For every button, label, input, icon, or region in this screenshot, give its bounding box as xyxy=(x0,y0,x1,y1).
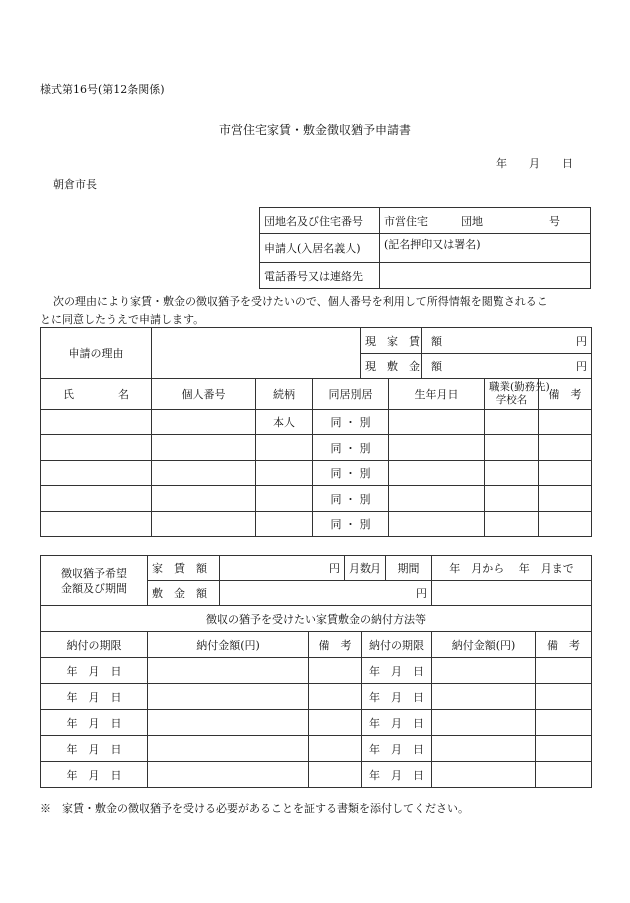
amount-cell[interactable] xyxy=(432,658,536,684)
payment-method-title: 徴収の猶予を受けたい家賃敷金の納付方法等 xyxy=(41,606,592,632)
deadline-cell[interactable]: 年 月 日 xyxy=(41,684,148,710)
col-amount-left: 納付金額(円) xyxy=(148,632,309,658)
current-rent-label: 現 家 賃 額 xyxy=(361,328,422,354)
col-birthdate: 生年月日 xyxy=(389,379,485,410)
yen-unit: 円 xyxy=(416,587,427,600)
deadline-cell[interactable]: 年 月 日 xyxy=(41,710,148,736)
relation-cell[interactable] xyxy=(256,461,313,486)
number-cell[interactable] xyxy=(152,512,256,537)
rent-amount-field[interactable] xyxy=(220,556,345,581)
name-cell[interactable] xyxy=(41,486,152,512)
name-cell[interactable] xyxy=(41,512,152,537)
job-cell[interactable] xyxy=(485,512,539,537)
remarks-cell[interactable] xyxy=(539,410,592,435)
table-row xyxy=(41,710,592,736)
cohabit-cell[interactable]: 同 ・ 別 xyxy=(313,435,389,461)
amount-cell[interactable] xyxy=(432,710,536,736)
birth-cell[interactable] xyxy=(389,435,485,461)
page-title: 市営住宅家賃・敷金徴収猶予申請書 xyxy=(218,123,411,137)
reason-label: 申請の理由 xyxy=(41,328,152,379)
phone-field[interactable] xyxy=(380,263,591,289)
yen-unit: 円 xyxy=(576,334,587,348)
deposit-blank xyxy=(432,581,592,606)
number-cell[interactable] xyxy=(152,410,256,435)
current-deposit-label: 現 敷 金 額 xyxy=(361,354,422,379)
remarks-cell[interactable] xyxy=(309,684,362,710)
yen-unit: 円 xyxy=(576,360,587,373)
amount-cell[interactable] xyxy=(148,684,309,710)
amount-cell[interactable] xyxy=(148,762,309,788)
remarks-cell[interactable] xyxy=(536,762,592,788)
payment-table xyxy=(40,555,592,788)
job-cell[interactable] xyxy=(485,461,539,486)
relation-cell[interactable] xyxy=(256,486,313,512)
remarks-cell[interactable] xyxy=(536,658,592,684)
cohabit-cell[interactable]: 同 ・ 別 xyxy=(313,461,389,486)
col-remarks-right: 備 考 xyxy=(536,632,592,658)
remarks-cell[interactable] xyxy=(309,658,362,684)
deposit-amount-label: 敷 金 額 xyxy=(148,581,220,606)
months-field[interactable] xyxy=(345,556,386,581)
deadline-cell[interactable]: 年 月 日 xyxy=(362,736,432,762)
housing-value-field[interactable]: 市営住宅 団地 号 xyxy=(380,208,591,234)
request-label: 徴収猶予希望 金額及び期間 xyxy=(41,556,148,606)
birth-cell[interactable] xyxy=(389,461,485,486)
deadline-cell[interactable]: 年 月 日 xyxy=(362,684,432,710)
number-cell[interactable] xyxy=(152,486,256,512)
col-relation: 続柄 xyxy=(256,379,313,410)
col-amount-right: 納付金額(円) xyxy=(432,632,536,658)
birth-cell[interactable] xyxy=(389,410,485,435)
table-row xyxy=(41,512,592,537)
remarks-cell[interactable] xyxy=(539,461,592,486)
col-remarks-left: 備 考 xyxy=(309,632,362,658)
rent-amount-label: 家 賃 額 xyxy=(148,556,220,581)
deadline-cell[interactable]: 年 月 日 xyxy=(41,762,148,788)
deadline-cell[interactable]: 年 月 日 xyxy=(362,658,432,684)
remarks-cell[interactable] xyxy=(536,684,592,710)
amount-cell[interactable] xyxy=(432,736,536,762)
col-personal-number: 個人番号 xyxy=(152,379,256,410)
period-label: 期間 xyxy=(386,556,432,581)
housing-label: 団地名及び住宅番号 xyxy=(260,208,380,234)
addressee: 朝倉市長 xyxy=(53,178,97,191)
col-cohabit: 同居別居 xyxy=(313,379,389,410)
remarks-cell[interactable] xyxy=(309,736,362,762)
remarks-cell[interactable] xyxy=(309,762,362,788)
statement-line-1: 次の理由により家賃・敷金の徴収猶予を受けたいので、個人番号を利用して所得情報を閲覧されるこ xyxy=(53,295,548,308)
period-field[interactable]: 年 月から 年 月まで xyxy=(432,556,592,581)
col-deadline-left: 納付の期限 xyxy=(41,632,148,658)
cohabit-cell[interactable]: 同 ・ 別 xyxy=(313,512,389,537)
footer-note: ※ 家賃・敷金の徴収猶予を受ける必要があることを証する書類を添付してください。 xyxy=(40,802,469,815)
remarks-cell[interactable] xyxy=(539,512,592,537)
amount-cell[interactable] xyxy=(432,762,536,788)
deadline-cell[interactable]: 年 月 日 xyxy=(362,762,432,788)
cohabit-cell[interactable]: 同 ・ 別 xyxy=(313,486,389,512)
month-unit: 月 xyxy=(370,562,381,575)
table-row xyxy=(41,736,592,762)
remarks-cell[interactable] xyxy=(536,736,592,762)
relation-cell[interactable]: 本人 xyxy=(256,410,313,435)
months-label: 月数 xyxy=(349,562,371,575)
deadline-cell[interactable]: 年 月 日 xyxy=(41,736,148,762)
table-row xyxy=(41,762,592,788)
remarks-cell[interactable] xyxy=(309,710,362,736)
form-number: 様式第16号(第12条関係) xyxy=(40,83,165,96)
table-row xyxy=(41,461,592,486)
cohabit-cell[interactable]: 同 ・ 別 xyxy=(313,410,389,435)
applicant-label: 申請人(入居名義人) xyxy=(260,234,380,263)
amount-cell[interactable] xyxy=(432,684,536,710)
remarks-cell[interactable] xyxy=(539,486,592,512)
name-cell[interactable] xyxy=(41,461,152,486)
amount-cell[interactable] xyxy=(148,658,309,684)
table-row xyxy=(41,435,592,461)
date-line: 年 月 日 xyxy=(496,157,573,170)
current-rent-field[interactable] xyxy=(422,328,592,354)
relation-cell[interactable] xyxy=(256,435,313,461)
deadline-cell[interactable]: 年 月 日 xyxy=(41,658,148,684)
reason-field[interactable] xyxy=(152,328,361,379)
col-occupation: 職業(勤務先) 学校名 xyxy=(485,379,539,410)
deposit-amount-field[interactable] xyxy=(220,581,432,606)
number-cell[interactable] xyxy=(152,461,256,486)
name-cell[interactable] xyxy=(41,410,152,435)
birth-cell[interactable] xyxy=(389,486,485,512)
phone-label: 電話番号又は連絡先 xyxy=(260,263,380,289)
col-deadline-right: 納付の期限 xyxy=(362,632,432,658)
household-table xyxy=(40,327,592,537)
amount-cell[interactable] xyxy=(148,736,309,762)
job-cell[interactable] xyxy=(485,486,539,512)
statement-line-2: とに同意したうえで申請します。 xyxy=(40,313,205,326)
job-cell[interactable] xyxy=(485,435,539,461)
table-row xyxy=(41,658,592,684)
applicant-signature-field[interactable]: (記名押印又は署名) xyxy=(380,234,591,263)
applicant-box xyxy=(259,207,591,289)
col-remarks: 備 考 xyxy=(539,379,592,410)
table-row xyxy=(41,410,592,435)
table-row xyxy=(41,684,592,710)
deadline-cell[interactable]: 年 月 日 xyxy=(362,710,432,736)
birth-cell[interactable] xyxy=(389,512,485,537)
remarks-cell[interactable] xyxy=(536,710,592,736)
yen-unit: 円 xyxy=(329,562,340,575)
remarks-cell[interactable] xyxy=(539,435,592,461)
relation-cell[interactable] xyxy=(256,512,313,537)
table-row xyxy=(41,486,592,512)
col-name: 氏 名 xyxy=(41,379,152,410)
job-cell[interactable] xyxy=(485,410,539,435)
current-deposit-field[interactable] xyxy=(422,354,592,379)
amount-cell[interactable] xyxy=(148,710,309,736)
number-cell[interactable] xyxy=(152,435,256,461)
name-cell[interactable] xyxy=(41,435,152,461)
